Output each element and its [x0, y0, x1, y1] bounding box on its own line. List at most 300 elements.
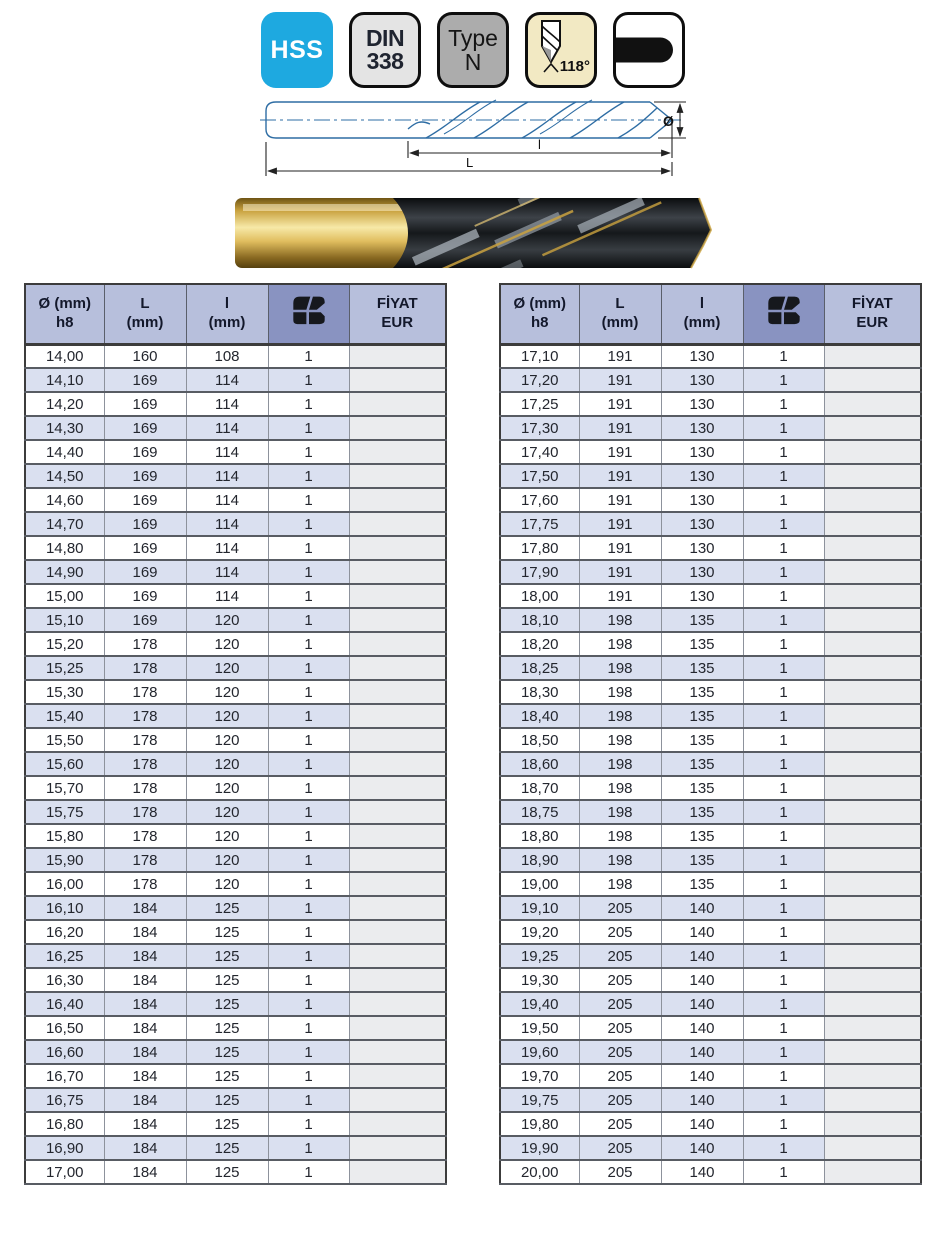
diameter-cell: 15,10: [25, 608, 104, 632]
total-length-cell: 178: [104, 848, 186, 872]
flute-length-header: l (mm): [661, 284, 743, 344]
price-cell: [824, 416, 921, 440]
price-cell: [824, 368, 921, 392]
flute-length-cell: 125: [186, 992, 268, 1016]
type-n-badge: [437, 12, 509, 88]
package-qty-cell: 1: [743, 896, 824, 920]
flute-length-cell: 130: [661, 584, 743, 608]
total-length-cell: 198: [579, 632, 661, 656]
flute-length-cell: 114: [186, 368, 268, 392]
total-length-cell: 198: [579, 800, 661, 824]
package-qty-cell: 1: [268, 896, 349, 920]
flute-length-cell: 135: [661, 608, 743, 632]
package-logo-icon: [767, 295, 801, 327]
flute-length-cell: 120: [186, 632, 268, 656]
diameter-cell: 14,30: [25, 416, 104, 440]
diameter-cell: 17,10: [500, 344, 579, 368]
package-qty-cell: 1: [743, 416, 824, 440]
flute-length-cell: 120: [186, 848, 268, 872]
table-row: [500, 920, 921, 944]
price-cell: [824, 1136, 921, 1160]
price-cell: [349, 920, 446, 944]
total-length-cell: 184: [104, 896, 186, 920]
flute-length-cell: 135: [661, 680, 743, 704]
table-row: [500, 536, 921, 560]
table-row: [500, 848, 921, 872]
total-length-cell: 205: [579, 1016, 661, 1040]
table-row: [25, 1136, 446, 1160]
table-row: [25, 416, 446, 440]
price-cell: [349, 344, 446, 368]
type-label-line2: N: [464, 49, 482, 75]
table-row: [500, 824, 921, 848]
diameter-cell: 16,80: [25, 1112, 104, 1136]
total-length-cell: 191: [579, 416, 661, 440]
flute-length-cell: 120: [186, 752, 268, 776]
table-row: [500, 1088, 921, 1112]
table-row: [500, 1016, 921, 1040]
flute-length-cell: 135: [661, 632, 743, 656]
total-length-cell: 198: [579, 776, 661, 800]
package-qty-cell: 1: [268, 944, 349, 968]
diameter-cell: 18,00: [500, 584, 579, 608]
total-length-cell: 205: [579, 1112, 661, 1136]
table-row: [25, 584, 446, 608]
table-row: [25, 1160, 446, 1184]
total-length-cell: 184: [104, 1040, 186, 1064]
diameter-cell: 19,90: [500, 1136, 579, 1160]
package-qty-cell: 1: [268, 536, 349, 560]
table-row: [25, 776, 446, 800]
diameter-cell: 16,00: [25, 872, 104, 896]
price-cell: [349, 1160, 446, 1184]
price-cell: [349, 536, 446, 560]
price-cell: [824, 752, 921, 776]
package-qty-cell: 1: [268, 704, 349, 728]
flute-length-cell: 135: [661, 824, 743, 848]
table-row: [500, 560, 921, 584]
shank-bar-icon: [616, 38, 673, 63]
package-qty-cell: 1: [268, 992, 349, 1016]
table-row: [500, 1160, 921, 1184]
diameter-cell: 17,30: [500, 416, 579, 440]
package-qty-cell: 1: [268, 800, 349, 824]
table-row: [25, 728, 446, 752]
total-length-cell: 178: [104, 776, 186, 800]
table-row: [25, 1064, 446, 1088]
total-length-cell: 184: [104, 944, 186, 968]
table-row: [500, 992, 921, 1016]
table-row: [500, 704, 921, 728]
diameter-cell: 15,90: [25, 848, 104, 872]
price-cell: [349, 656, 446, 680]
diameter-cell: 19,40: [500, 992, 579, 1016]
price-cell: [349, 992, 446, 1016]
package-qty-header: [743, 284, 824, 344]
price-cell: [349, 752, 446, 776]
package-qty-cell: 1: [743, 344, 824, 368]
header-row: [25, 284, 446, 344]
package-qty-cell: 1: [268, 368, 349, 392]
flute-length-cell: 140: [661, 1112, 743, 1136]
diameter-cell: 15,80: [25, 824, 104, 848]
diameter-cell: 19,75: [500, 1088, 579, 1112]
diameter-cell: 19,80: [500, 1112, 579, 1136]
total-length-cell: 191: [579, 512, 661, 536]
package-qty-cell: 1: [743, 1088, 824, 1112]
package-qty-cell: 1: [268, 416, 349, 440]
package-qty-cell: 1: [268, 752, 349, 776]
diameter-cell: 19,25: [500, 944, 579, 968]
total-length-cell: 205: [579, 1088, 661, 1112]
table-row: [500, 512, 921, 536]
flute-length-cell: 130: [661, 368, 743, 392]
package-qty-cell: 1: [268, 968, 349, 992]
total-length-cell: 169: [104, 464, 186, 488]
flute-length-cell: 130: [661, 440, 743, 464]
diameter-cell: 18,70: [500, 776, 579, 800]
price-cell: [349, 1016, 446, 1040]
total-length-cell: 205: [579, 944, 661, 968]
table-row: [25, 872, 446, 896]
price-cell: [824, 488, 921, 512]
price-cell: [349, 800, 446, 824]
price-cell: [349, 464, 446, 488]
diameter-cell: 17,20: [500, 368, 579, 392]
flute-length-cell: 114: [186, 536, 268, 560]
flute-length-header: l (mm): [186, 284, 268, 344]
diameter-cell: 17,90: [500, 560, 579, 584]
diameter-cell: 17,75: [500, 512, 579, 536]
flute-length-cell: 114: [186, 416, 268, 440]
diameter-cell: 18,75: [500, 800, 579, 824]
price-cell: [824, 968, 921, 992]
table-row: [500, 1112, 921, 1136]
package-qty-cell: 1: [268, 584, 349, 608]
flute-length-cell: 120: [186, 680, 268, 704]
diameter-cell: 19,20: [500, 920, 579, 944]
table-row: [500, 488, 921, 512]
price-cell: [824, 1040, 921, 1064]
flute-length-cell: 130: [661, 536, 743, 560]
total-length-cell: 169: [104, 416, 186, 440]
diameter-cell: 15,75: [25, 800, 104, 824]
diameter-cell: 18,25: [500, 656, 579, 680]
total-length-cell: 191: [579, 464, 661, 488]
package-qty-cell: 1: [268, 776, 349, 800]
flute-length-cell: 140: [661, 896, 743, 920]
table-row: [500, 728, 921, 752]
price-cell: [824, 1064, 921, 1088]
diameter-cell: 18,50: [500, 728, 579, 752]
diameter-cell: 14,60: [25, 488, 104, 512]
flute-length-cell: 125: [186, 968, 268, 992]
table-row: [25, 392, 446, 416]
diameter-cell: 14,10: [25, 368, 104, 392]
total-length-cell: 191: [579, 560, 661, 584]
price-cell: [824, 992, 921, 1016]
table-row: [500, 1040, 921, 1064]
table-row: [500, 800, 921, 824]
package-qty-cell: 1: [743, 584, 824, 608]
price-cell: [824, 920, 921, 944]
package-qty-cell: 1: [743, 392, 824, 416]
total-length-cell: 205: [579, 920, 661, 944]
table-row: [500, 392, 921, 416]
package-qty-cell: 1: [743, 632, 824, 656]
table-row: [500, 1136, 921, 1160]
flute-length-cell: 125: [186, 1112, 268, 1136]
package-qty-cell: 1: [268, 824, 349, 848]
total-length-cell: 169: [104, 512, 186, 536]
total-length-cell: 191: [579, 368, 661, 392]
price-cell: [824, 896, 921, 920]
flute-length-cell: 140: [661, 1064, 743, 1088]
diameter-cell: 14,50: [25, 464, 104, 488]
package-qty-cell: 1: [268, 1064, 349, 1088]
flute-length-cell: 114: [186, 464, 268, 488]
price-cell: [349, 1040, 446, 1064]
price-cell: [824, 584, 921, 608]
flute-length-cell: 114: [186, 440, 268, 464]
size-tables: [0, 283, 946, 1185]
package-qty-cell: 1: [268, 560, 349, 584]
package-qty-cell: 1: [268, 608, 349, 632]
table-row: [25, 608, 446, 632]
flute-length-cell: 130: [661, 488, 743, 512]
table-row: [25, 1040, 446, 1064]
flute-length-cell: 125: [186, 896, 268, 920]
package-qty-cell: 1: [268, 632, 349, 656]
table-row: [25, 344, 446, 368]
diameter-cell: 16,20: [25, 920, 104, 944]
diameter-cell: 15,30: [25, 680, 104, 704]
diameter-cell: 15,20: [25, 632, 104, 656]
price-cell: [824, 776, 921, 800]
package-qty-cell: 1: [268, 464, 349, 488]
diameter-cell: 20,00: [500, 1160, 579, 1184]
flute-length-cell: 140: [661, 920, 743, 944]
package-qty-cell: 1: [268, 848, 349, 872]
table-row: [500, 416, 921, 440]
diameter-cell: 15,25: [25, 656, 104, 680]
price-cell: [349, 368, 446, 392]
price-header: FİYAT EUR: [824, 284, 921, 344]
flute-length-cell: 120: [186, 824, 268, 848]
flute-length-cell: 120: [186, 704, 268, 728]
table-row: [25, 656, 446, 680]
total-length-cell: 184: [104, 1160, 186, 1184]
flute-length-cell: 125: [186, 1016, 268, 1040]
din-338-badge: [349, 12, 421, 88]
total-length-cell: 184: [104, 1112, 186, 1136]
total-length-cell: 184: [104, 1088, 186, 1112]
price-cell: [824, 440, 921, 464]
price-cell: [349, 1112, 446, 1136]
table-row: [500, 872, 921, 896]
package-qty-cell: 1: [743, 968, 824, 992]
total-length-cell: 178: [104, 656, 186, 680]
total-length-cell: 160: [104, 344, 186, 368]
table-row: [500, 344, 921, 368]
total-length-cell: 184: [104, 1064, 186, 1088]
price-cell: [824, 680, 921, 704]
price-cell: [349, 776, 446, 800]
table-row: [25, 536, 446, 560]
price-cell: [349, 872, 446, 896]
price-cell: [824, 512, 921, 536]
flute-length-cell: 140: [661, 968, 743, 992]
package-qty-cell: 1: [268, 488, 349, 512]
table-row: [25, 848, 446, 872]
price-cell: [349, 968, 446, 992]
package-qty-cell: 1: [268, 872, 349, 896]
flute-length-cell: 120: [186, 800, 268, 824]
total-length-cell: 198: [579, 656, 661, 680]
table-row: [500, 752, 921, 776]
flute-length-cell: 135: [661, 848, 743, 872]
total-length-cell: 169: [104, 392, 186, 416]
package-qty-cell: 1: [743, 1040, 824, 1064]
price-cell: [824, 704, 921, 728]
diameter-cell: 18,60: [500, 752, 579, 776]
package-qty-cell: 1: [743, 944, 824, 968]
diameter-cell: 19,00: [500, 872, 579, 896]
total-length-cell: 198: [579, 680, 661, 704]
total-length-cell: 205: [579, 1136, 661, 1160]
total-length-cell: 184: [104, 1136, 186, 1160]
flute-length-cell: 130: [661, 464, 743, 488]
package-qty-cell: 1: [743, 464, 824, 488]
table-row: [25, 1016, 446, 1040]
table-row: [25, 464, 446, 488]
diameter-cell: 16,75: [25, 1088, 104, 1112]
package-qty-cell: 1: [268, 1016, 349, 1040]
price-cell: [349, 608, 446, 632]
package-qty-cell: 1: [743, 608, 824, 632]
price-cell: [824, 800, 921, 824]
price-cell: [349, 728, 446, 752]
price-cell: [349, 560, 446, 584]
total-length-cell: 184: [104, 920, 186, 944]
total-length-cell: 169: [104, 608, 186, 632]
total-length-cell: 169: [104, 368, 186, 392]
flute-length-cell: 125: [186, 1040, 268, 1064]
table-row: [25, 704, 446, 728]
flute-length-cell: 140: [661, 992, 743, 1016]
diameter-cell: 16,40: [25, 992, 104, 1016]
diameter-cell: 16,50: [25, 1016, 104, 1040]
table-row: [25, 512, 446, 536]
diameter-cell: 18,40: [500, 704, 579, 728]
flute-length-cell: 135: [661, 752, 743, 776]
total-length-cell: 178: [104, 872, 186, 896]
price-cell: [349, 1064, 446, 1088]
package-qty-cell: 1: [743, 512, 824, 536]
price-cell: [349, 632, 446, 656]
type-label-line1: Type: [448, 24, 498, 51]
price-cell: [349, 416, 446, 440]
diameter-cell: 15,00: [25, 584, 104, 608]
flute-length-cell: 114: [186, 560, 268, 584]
table-row: [500, 968, 921, 992]
package-qty-cell: 1: [743, 848, 824, 872]
table-row: [500, 944, 921, 968]
diameter-cell: 16,10: [25, 896, 104, 920]
price-cell: [824, 632, 921, 656]
flute-length-cell: 114: [186, 512, 268, 536]
flute-length-cell: 120: [186, 776, 268, 800]
diameter-cell: 19,60: [500, 1040, 579, 1064]
flute-length-cell: 130: [661, 416, 743, 440]
flute-length-cell: 125: [186, 1088, 268, 1112]
price-cell: [349, 944, 446, 968]
cylindrical-shank-badge: [613, 12, 685, 88]
price-cell: [824, 1160, 921, 1184]
flute-length-cell: 125: [186, 920, 268, 944]
total-length-cell: 198: [579, 728, 661, 752]
diameter-cell: 19,70: [500, 1064, 579, 1088]
price-cell: [824, 872, 921, 896]
package-qty-header: [268, 284, 349, 344]
total-length-header: L (mm): [104, 284, 186, 344]
diameter-cell: 17,50: [500, 464, 579, 488]
total-length-label: L: [466, 155, 474, 170]
total-length-cell: 198: [579, 824, 661, 848]
package-qty-cell: 1: [743, 728, 824, 752]
table-row: [500, 896, 921, 920]
table-row: [500, 776, 921, 800]
package-qty-cell: 1: [743, 536, 824, 560]
diameter-cell: 14,40: [25, 440, 104, 464]
diameter-cell: 18,80: [500, 824, 579, 848]
diameter-cell: 16,70: [25, 1064, 104, 1088]
diameter-cell: 16,25: [25, 944, 104, 968]
flute-length-cell: 135: [661, 776, 743, 800]
total-length-cell: 178: [104, 632, 186, 656]
package-qty-cell: 1: [743, 920, 824, 944]
flute-length-cell: 140: [661, 944, 743, 968]
package-qty-cell: 1: [743, 440, 824, 464]
din-label-line2: 338: [366, 48, 404, 74]
package-qty-cell: 1: [743, 368, 824, 392]
package-qty-cell: 1: [268, 728, 349, 752]
dimension-diagram: [258, 96, 688, 186]
package-qty-cell: 1: [743, 656, 824, 680]
package-qty-cell: 1: [268, 440, 349, 464]
price-cell: [824, 560, 921, 584]
flute-length-cell: 135: [661, 728, 743, 752]
package-qty-cell: 1: [743, 992, 824, 1016]
price-cell: [349, 1088, 446, 1112]
total-length-cell: 184: [104, 992, 186, 1016]
total-length-cell: 184: [104, 968, 186, 992]
package-qty-cell: 1: [743, 680, 824, 704]
flute-length-cell: 114: [186, 488, 268, 512]
package-qty-cell: 1: [743, 1064, 824, 1088]
flute-length-cell: 120: [186, 872, 268, 896]
price-cell: [349, 488, 446, 512]
flute-length-cell: 125: [186, 1064, 268, 1088]
table-row: [500, 584, 921, 608]
price-cell: [349, 512, 446, 536]
din-label-line1: DIN: [365, 25, 405, 51]
total-length-cell: 191: [579, 488, 661, 512]
diameter-cell: 14,00: [25, 344, 104, 368]
package-logo-icon: [292, 295, 326, 327]
package-qty-cell: 1: [743, 776, 824, 800]
flute-length-cell: 140: [661, 1040, 743, 1064]
